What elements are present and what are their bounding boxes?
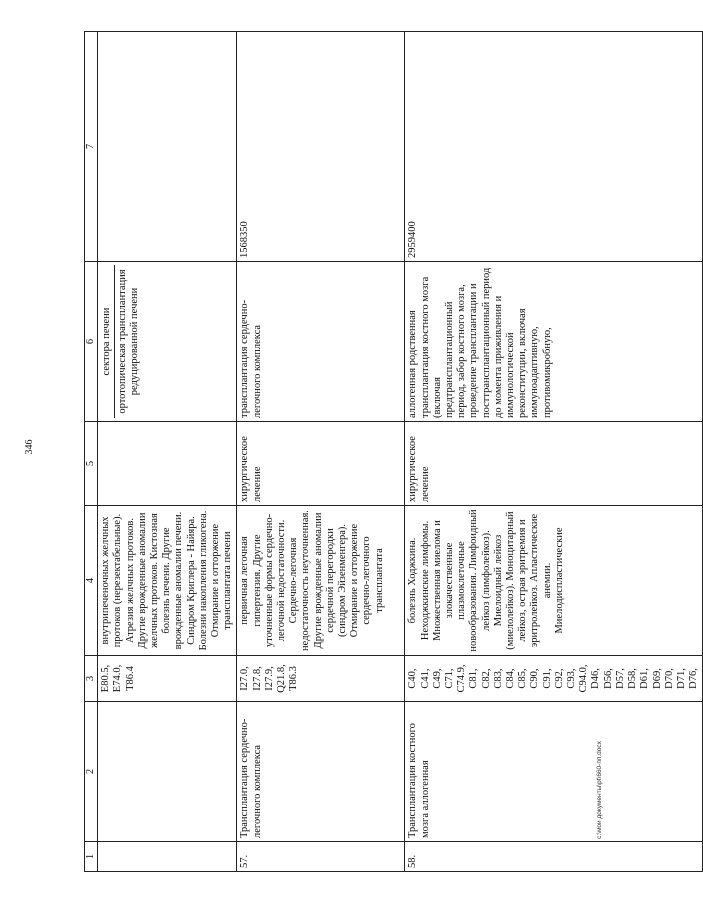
treatment-method: аллогенная родственная трансплантация костного мозга (включая предтрансплантационный период, забор костного мозга, проведение трансплантации и посттрансплантационный период до момента приживления и иммунологической реконституции, включая иммуноадаптивную, противомикробную, bbox=[405, 262, 703, 422]
column-number-6: 6 bbox=[85, 262, 98, 422]
medical-services-table bbox=[84, 31, 703, 872]
cost-value: 1568350 bbox=[237, 32, 405, 262]
treatment-type: хирургическое лечение bbox=[237, 422, 405, 506]
table-header-row bbox=[85, 32, 98, 872]
diagnosis-text: внутрипеченочных желчных протоков (нерезектабельные). Атрезия желчных протоков. Другие врожденные аномалии желчных протоков. Кистозная болезнь печени. Другие врожденные аномалии печени. Синдром Криглера - Найяра. Болезни накопления гликогена. Отмирание и отторжение трансплантата печени bbox=[98, 506, 237, 656]
method-subheader: сектора печени bbox=[100, 265, 115, 418]
procedure-name bbox=[98, 702, 237, 842]
table-row bbox=[98, 32, 237, 872]
icd-codes: E80.5, E74.0, T86.4 bbox=[98, 656, 237, 702]
page-number: 346 bbox=[24, 439, 35, 455]
treatment-type bbox=[98, 422, 237, 506]
row-number: 58. bbox=[405, 842, 703, 872]
cost-value bbox=[98, 32, 237, 262]
method-cell bbox=[98, 262, 237, 422]
table-row bbox=[405, 32, 703, 872]
table-row bbox=[237, 32, 405, 872]
column-number-5: 5 bbox=[85, 422, 98, 506]
diagnosis-text: первичная легочная гипертензия. Другие уточненные формы сердечно-легочной недостаточности. Сердечно-легочная недостаточность неуточненная. Другие врожденные аномалии сердечной перегородки (синдром Эйзенменгера). Отмирание и отторжение сердечно-легочного трансплантата bbox=[237, 506, 405, 656]
treatment-method: ортотопическая трансплантация редуцированной печени bbox=[117, 269, 141, 414]
procedure-name: Трансплантация костного мозга аллогенная bbox=[405, 702, 703, 842]
procedure-name: Трансплантация сердечно-легочного комплекса bbox=[237, 702, 405, 842]
treatment-method: трансплантация сердечно-легочного комплекса bbox=[237, 262, 405, 422]
file-path-footer: c:\мои документы\pt\660-пп.docx bbox=[596, 741, 603, 839]
column-number-3: 3 bbox=[85, 656, 98, 702]
column-number-1: 1 bbox=[85, 842, 98, 872]
column-number-2: 2 bbox=[85, 702, 98, 842]
treatment-type: хирургическое лечение bbox=[405, 422, 703, 506]
row-number: 57. bbox=[237, 842, 405, 872]
icd-codes: I27.0, I27.8, I27.9, Q21.8, T86.3 bbox=[237, 656, 405, 702]
row-number bbox=[98, 842, 237, 872]
icd-codes: C40, C41, C49, C71, C74.9, C81, C82, C83, C84, C85, C90, C91, C92, C93, C94.0, D46, D56, D57, D58, D61, D69, D70, D71, D76, bbox=[405, 656, 703, 702]
column-number-7: 7 bbox=[85, 32, 98, 262]
diagnosis-text: болезнь Ходжкина. Неходжкинские лимфомы. Множественная миелома и злокачественные плазмоклеточные новообразования. Лимфоидный лейкоз (лимфолейкоз). Миелоидный лейкоз (миелолейкоз). Моноцитарный лейкоз, острая эритремия и эритролейкоз. Апластические анемии. Миелодиспластические bbox=[405, 506, 703, 656]
cost-value: 2959400 bbox=[405, 32, 703, 262]
column-number-4: 4 bbox=[85, 506, 98, 656]
